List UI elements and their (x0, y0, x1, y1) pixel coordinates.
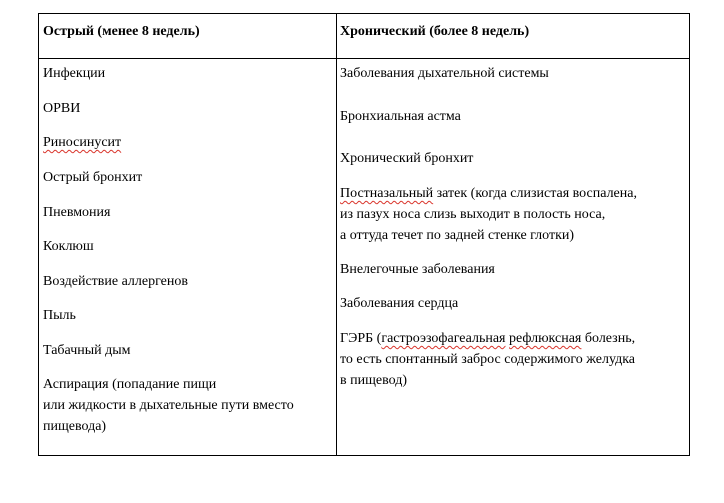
gerd-term-2: рефлюксная (509, 331, 582, 346)
acute-item-acute-bronchitis: Острый бронхит (43, 170, 143, 185)
header-chronic: Хронический (более 8 недель) (340, 24, 530, 39)
header-acute: Острый (менее 8 недель) (43, 24, 200, 39)
acute-item-rhinosinusitis: Риносинусит (43, 135, 122, 150)
gerd-line-2: то есть спонтанный заброс содержимого желудка (340, 352, 636, 367)
chronic-item-chronic-bronchitis: Хронический бронхит (340, 151, 474, 166)
postnasal-line-1 (340, 183, 637, 204)
acute-item-orvi: ОРВИ (43, 101, 81, 116)
postnasal-line-3: а оттуда течет по задней стенке глотки) (340, 228, 575, 243)
acute-item-pertussis: Коклюш (43, 239, 94, 254)
acute-item-dust: Пыль (43, 308, 76, 323)
postnasal-line-2: из пазух носа слизь выходит в полость носа, (340, 207, 606, 222)
cough-table (38, 13, 690, 456)
gerd-suffix: болезнь, (581, 331, 636, 346)
acute-item-infections: Инфекции (43, 66, 106, 81)
gerd-line-1 (340, 328, 635, 349)
postnasal-term: Постназальный (340, 186, 434, 201)
column-divider (336, 14, 337, 455)
aspiration-line-1: Аспирация (попадание пищи (43, 377, 217, 392)
acute-item-smoke: Табачный дым (43, 343, 131, 358)
gerd-term-1: гастроэзофагеальная (381, 331, 506, 346)
gerd-prefix: ГЭРБ ( (340, 331, 382, 346)
gerd-line-3: в пищевод) (340, 373, 407, 388)
postnasal-line-1-rest: затек (когда слизистая воспалена, (433, 186, 637, 201)
chronic-item-heart: Заболевания сердца (340, 296, 459, 311)
chronic-item-postnasal (340, 183, 637, 246)
acute-item-allergens: Воздействие аллергенов (43, 274, 188, 289)
aspiration-line-3: пищевода) (43, 419, 107, 434)
chronic-item-gerd (340, 328, 635, 391)
acute-item-aspiration (43, 374, 294, 437)
aspiration-line-2: или жидкости в дыхательные пути вместо (43, 398, 294, 413)
chronic-item-respiratory: Заболевания дыхательной системы (340, 66, 549, 81)
chronic-item-extrapulmonary: Внелегочные заболевания (340, 262, 495, 277)
header-divider (39, 58, 689, 59)
acute-item-pneumonia: Пневмония (43, 205, 111, 220)
chronic-item-asthma: Бронхиальная астма (340, 109, 461, 124)
